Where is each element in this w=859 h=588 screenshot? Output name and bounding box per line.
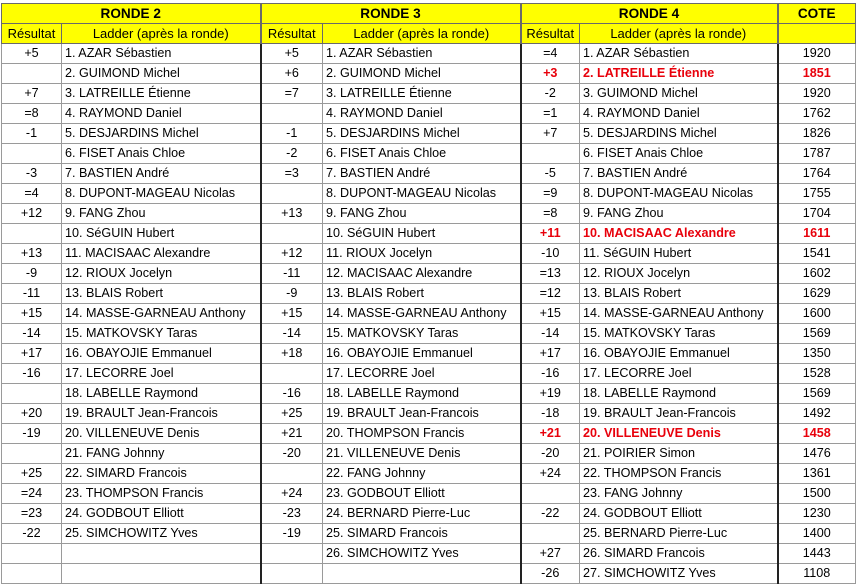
ladder-r4-cell: 1. AZAR Sébastien xyxy=(580,44,778,64)
ladder-r4-cell: 12. RIOUX Jocelyn xyxy=(580,264,778,284)
result-r4-cell: -5 xyxy=(521,164,580,184)
result-r3-cell: +18 xyxy=(261,344,323,364)
ladder-r2-cell: 4. RAYMOND Daniel xyxy=(62,104,261,124)
table-row xyxy=(2,204,856,224)
cote-header: COTE xyxy=(778,4,856,24)
result-r2-cell xyxy=(2,144,62,164)
result-r3-cell: =7 xyxy=(261,84,323,104)
cote-cell: 1528 xyxy=(778,364,856,384)
ladder-r4-cell: 8. DUPONT-MAGEAU Nicolas xyxy=(580,184,778,204)
ladder-r3-cell: 24. BERNARD Pierre-Luc xyxy=(323,504,521,524)
ronde3-header: RONDE 3 xyxy=(261,4,521,24)
ladder-r3-cell: 4. RAYMOND Daniel xyxy=(323,104,521,124)
table-row xyxy=(2,384,856,404)
result-r3-cell xyxy=(261,364,323,384)
table-row xyxy=(2,304,856,324)
cote-cell: 1600 xyxy=(778,304,856,324)
result-r3-cell xyxy=(261,544,323,564)
ladder-r2-cell: 6. FISET Anais Chloe xyxy=(62,144,261,164)
ladder-r2-cell: 3. LATREILLE Étienne xyxy=(62,84,261,104)
table-row xyxy=(2,524,856,544)
result-r2-cell: +5 xyxy=(2,44,62,64)
ladder-r2-cell: 16. OBAYOJIE Emmanuel xyxy=(62,344,261,364)
cote-cell: 1629 xyxy=(778,284,856,304)
result-r4-cell: =9 xyxy=(521,184,580,204)
result-r3-cell: +15 xyxy=(261,304,323,324)
result-r2-cell: +25 xyxy=(2,464,62,484)
result-r3-cell: -20 xyxy=(261,444,323,464)
ladder-r4-cell: 5. DESJARDINS Michel xyxy=(580,124,778,144)
result-r4-cell xyxy=(521,484,580,504)
cote-cell: 1458 xyxy=(778,424,856,444)
result-r4-cell: +17 xyxy=(521,344,580,364)
result-r4-cell: +27 xyxy=(521,544,580,564)
standings-sheet xyxy=(1,3,856,584)
result-r3-cell: +21 xyxy=(261,424,323,444)
table-row xyxy=(2,564,856,584)
result-r4-cell: -26 xyxy=(521,564,580,584)
ladder-r4-cell: 24. GODBOUT Elliott xyxy=(580,504,778,524)
ladder-r4-cell: 13. BLAIS Robert xyxy=(580,284,778,304)
table-row xyxy=(2,484,856,504)
cote-cell: 1230 xyxy=(778,504,856,524)
ladder-r3-cell: 17. LECORRE Joel xyxy=(323,364,521,384)
ladder-r4-cell: 7. BASTIEN André xyxy=(580,164,778,184)
ladder-r4-cell: 23. FANG Johnny xyxy=(580,484,778,504)
ladder-r2-cell: 24. GODBOUT Elliott xyxy=(62,504,261,524)
result-r2-cell: =8 xyxy=(2,104,62,124)
ladder-r3-cell: 20. THOMPSON Francis xyxy=(323,424,521,444)
table-row xyxy=(2,164,856,184)
result-r2-cell xyxy=(2,564,62,584)
cote-cell: 1920 xyxy=(778,84,856,104)
cote-cell: 1492 xyxy=(778,404,856,424)
ladder-r3-cell: 13. BLAIS Robert xyxy=(323,284,521,304)
standings-body xyxy=(2,44,856,584)
resultat-header-r2: Résultat xyxy=(2,24,62,44)
table-row xyxy=(2,364,856,384)
cote-cell: 1920 xyxy=(778,44,856,64)
result-r2-cell xyxy=(2,64,62,84)
result-r2-cell: -22 xyxy=(2,524,62,544)
result-r3-cell xyxy=(261,224,323,244)
cote-cell: 1764 xyxy=(778,164,856,184)
cote-cell: 1787 xyxy=(778,144,856,164)
table-row xyxy=(2,184,856,204)
result-r2-cell: +7 xyxy=(2,84,62,104)
result-r4-cell: +24 xyxy=(521,464,580,484)
result-r2-cell: -14 xyxy=(2,324,62,344)
table-row xyxy=(2,124,856,144)
table-row xyxy=(2,84,856,104)
cote-cell: 1602 xyxy=(778,264,856,284)
ladder-r4-cell: 4. RAYMOND Daniel xyxy=(580,104,778,124)
result-r2-cell: -19 xyxy=(2,424,62,444)
ladder-header-r3: Ladder (après la ronde) xyxy=(323,24,521,44)
table-row xyxy=(2,64,856,84)
ladder-r3-cell: 19. BRAULT Jean-Francois xyxy=(323,404,521,424)
result-r2-cell xyxy=(2,224,62,244)
ladder-r2-cell: 20. VILLENEUVE Denis xyxy=(62,424,261,444)
result-r3-cell: -23 xyxy=(261,504,323,524)
ladder-r2-cell: 11. MACISAAC Alexandre xyxy=(62,244,261,264)
result-r3-cell: -19 xyxy=(261,524,323,544)
table-row xyxy=(2,224,856,244)
cote-cell: 1476 xyxy=(778,444,856,464)
ladder-r4-cell: 26. SIMARD Francois xyxy=(580,544,778,564)
ladder-r3-cell: 25. SIMARD Francois xyxy=(323,524,521,544)
cote-cell: 1704 xyxy=(778,204,856,224)
ladder-r2-cell: 10. SéGUIN Hubert xyxy=(62,224,261,244)
result-r3-cell: +5 xyxy=(261,44,323,64)
ladder-r2-cell: 1. AZAR Sébastien xyxy=(62,44,261,64)
ladder-r2-cell: 2. GUIMOND Michel xyxy=(62,64,261,84)
table-row xyxy=(2,144,856,164)
ladder-r4-cell: 10. MACISAAC Alexandre xyxy=(580,224,778,244)
result-r4-cell: =12 xyxy=(521,284,580,304)
ladder-r4-cell: 19. BRAULT Jean-Francois xyxy=(580,404,778,424)
result-r4-cell: +15 xyxy=(521,304,580,324)
result-r4-cell: -20 xyxy=(521,444,580,464)
result-r4-cell: +11 xyxy=(521,224,580,244)
ladder-r3-cell: 26. SIMCHOWITZ Yves xyxy=(323,544,521,564)
ladder-r2-cell: 23. THOMPSON Francis xyxy=(62,484,261,504)
cote-cell: 1762 xyxy=(778,104,856,124)
result-r2-cell: +20 xyxy=(2,404,62,424)
ladder-r3-cell: 16. OBAYOJIE Emmanuel xyxy=(323,344,521,364)
result-r3-cell: -11 xyxy=(261,264,323,284)
ladder-r2-cell: 12. RIOUX Jocelyn xyxy=(62,264,261,284)
ladder-header-r4: Ladder (après la ronde) xyxy=(580,24,778,44)
ladder-r4-cell: 14. MASSE-GARNEAU Anthony xyxy=(580,304,778,324)
ladder-r3-cell xyxy=(323,564,521,584)
ladder-r3-cell: 14. MASSE-GARNEAU Anthony xyxy=(323,304,521,324)
ladder-r4-cell: 2. LATREILLE Étienne xyxy=(580,64,778,84)
result-r2-cell: +17 xyxy=(2,344,62,364)
table-row xyxy=(2,284,856,304)
ladder-r3-cell: 2. GUIMOND Michel xyxy=(323,64,521,84)
table-row xyxy=(2,544,856,564)
ladder-r2-cell: 9. FANG Zhou xyxy=(62,204,261,224)
result-r4-cell: +7 xyxy=(521,124,580,144)
result-r4-cell: -18 xyxy=(521,404,580,424)
ladder-r3-cell: 7. BASTIEN André xyxy=(323,164,521,184)
ladder-r2-cell: 8. DUPONT-MAGEAU Nicolas xyxy=(62,184,261,204)
table-row xyxy=(2,264,856,284)
table-row xyxy=(2,444,856,464)
resultat-header-r3: Résultat xyxy=(261,24,323,44)
cote-cell: 1400 xyxy=(778,524,856,544)
ladder-r3-cell: 12. MACISAAC Alexandre xyxy=(323,264,521,284)
cote-cell: 1108 xyxy=(778,564,856,584)
ladder-r4-cell: 18. LABELLE Raymond xyxy=(580,384,778,404)
ladder-r2-cell: 13. BLAIS Robert xyxy=(62,284,261,304)
result-r3-cell xyxy=(261,104,323,124)
ladder-r2-cell: 22. SIMARD Francois xyxy=(62,464,261,484)
result-r2-cell: -16 xyxy=(2,364,62,384)
result-r2-cell xyxy=(2,384,62,404)
result-r3-cell: -16 xyxy=(261,384,323,404)
result-r3-cell xyxy=(261,564,323,584)
table-row xyxy=(2,404,856,424)
result-r4-cell: +3 xyxy=(521,64,580,84)
result-r4-cell: -22 xyxy=(521,504,580,524)
result-r4-cell: =1 xyxy=(521,104,580,124)
ladder-r4-cell: 22. THOMPSON Francis xyxy=(580,464,778,484)
table-row xyxy=(2,504,856,524)
result-r2-cell: +13 xyxy=(2,244,62,264)
ladder-r4-cell: 15. MATKOVSKY Taras xyxy=(580,324,778,344)
cote-subheader xyxy=(778,24,856,44)
cote-cell: 1569 xyxy=(778,384,856,404)
ladder-r2-cell xyxy=(62,564,261,584)
ladder-r4-cell: 9. FANG Zhou xyxy=(580,204,778,224)
ladder-r4-cell: 25. BERNARD Pierre-Luc xyxy=(580,524,778,544)
result-r2-cell: -11 xyxy=(2,284,62,304)
result-r2-cell: -1 xyxy=(2,124,62,144)
result-r4-cell: =8 xyxy=(521,204,580,224)
table-row xyxy=(2,464,856,484)
result-r4-cell: -2 xyxy=(521,84,580,104)
ladder-r4-cell: 20. VILLENEUVE Denis xyxy=(580,424,778,444)
ladder-r2-cell: 19. BRAULT Jean-Francois xyxy=(62,404,261,424)
cote-cell: 1541 xyxy=(778,244,856,264)
round-header-row xyxy=(2,4,856,24)
result-r3-cell: +6 xyxy=(261,64,323,84)
ladder-r3-cell: 6. FISET Anais Chloe xyxy=(323,144,521,164)
result-r3-cell: +13 xyxy=(261,204,323,224)
resultat-header-r4: Résultat xyxy=(521,24,580,44)
result-r4-cell: -16 xyxy=(521,364,580,384)
table-row xyxy=(2,344,856,364)
result-r4-cell: -14 xyxy=(521,324,580,344)
table-row xyxy=(2,244,856,264)
cote-cell: 1350 xyxy=(778,344,856,364)
result-r3-cell: -9 xyxy=(261,284,323,304)
result-r4-cell: =13 xyxy=(521,264,580,284)
result-r4-cell: -10 xyxy=(521,244,580,264)
result-r2-cell: +12 xyxy=(2,204,62,224)
table-row xyxy=(2,424,856,444)
ladder-r4-cell: 16. OBAYOJIE Emmanuel xyxy=(580,344,778,364)
cote-cell: 1755 xyxy=(778,184,856,204)
result-r3-cell xyxy=(261,184,323,204)
ladder-r2-cell: 25. SIMCHOWITZ Yves xyxy=(62,524,261,544)
result-r2-cell: =23 xyxy=(2,504,62,524)
ladder-r3-cell: 11. RIOUX Jocelyn xyxy=(323,244,521,264)
result-r2-cell: =24 xyxy=(2,484,62,504)
result-r4-cell: =4 xyxy=(521,44,580,64)
cote-cell: 1611 xyxy=(778,224,856,244)
ladder-r4-cell: 3. GUIMOND Michel xyxy=(580,84,778,104)
ladder-r2-cell xyxy=(62,544,261,564)
ladder-r2-cell: 17. LECORRE Joel xyxy=(62,364,261,384)
ladder-r2-cell: 21. FANG Johnny xyxy=(62,444,261,464)
result-r4-cell: +19 xyxy=(521,384,580,404)
ladder-r3-cell: 3. LATREILLE Étienne xyxy=(323,84,521,104)
result-r2-cell xyxy=(2,444,62,464)
result-r2-cell xyxy=(2,544,62,564)
ladder-r4-cell: 11. SéGUIN Hubert xyxy=(580,244,778,264)
ladder-r3-cell: 18. LABELLE Raymond xyxy=(323,384,521,404)
result-r3-cell: +25 xyxy=(261,404,323,424)
result-r4-cell xyxy=(521,144,580,164)
result-r2-cell: -3 xyxy=(2,164,62,184)
ladder-r2-cell: 18. LABELLE Raymond xyxy=(62,384,261,404)
ladder-r3-cell: 8. DUPONT-MAGEAU Nicolas xyxy=(323,184,521,204)
ladder-r3-cell: 15. MATKOVSKY Taras xyxy=(323,324,521,344)
ladder-r3-cell: 5. DESJARDINS Michel xyxy=(323,124,521,144)
table-row xyxy=(2,104,856,124)
result-r2-cell: +15 xyxy=(2,304,62,324)
cote-cell: 1500 xyxy=(778,484,856,504)
result-r3-cell: +12 xyxy=(261,244,323,264)
ladder-r3-cell: 23. GODBOUT Elliott xyxy=(323,484,521,504)
result-r2-cell: -9 xyxy=(2,264,62,284)
ladder-r2-cell: 7. BASTIEN André xyxy=(62,164,261,184)
ladder-r3-cell: 21. VILLENEUVE Denis xyxy=(323,444,521,464)
result-r3-cell: =3 xyxy=(261,164,323,184)
column-header-row xyxy=(2,24,856,44)
ladder-r4-cell: 6. FISET Anais Chloe xyxy=(580,144,778,164)
ladder-r4-cell: 17. LECORRE Joel xyxy=(580,364,778,384)
ladder-r3-cell: 22. FANG Johnny xyxy=(323,464,521,484)
cote-cell: 1443 xyxy=(778,544,856,564)
cote-cell: 1826 xyxy=(778,124,856,144)
result-r3-cell xyxy=(261,464,323,484)
ladder-r4-cell: 21. POIRIER Simon xyxy=(580,444,778,464)
ladder-r2-cell: 15. MATKOVSKY Taras xyxy=(62,324,261,344)
table-row xyxy=(2,324,856,344)
result-r3-cell: -1 xyxy=(261,124,323,144)
ladder-header-r2: Ladder (après la ronde) xyxy=(62,24,261,44)
ladder-r3-cell: 1. AZAR Sébastien xyxy=(323,44,521,64)
table-row xyxy=(2,44,856,64)
cote-cell: 1361 xyxy=(778,464,856,484)
ladder-r2-cell: 5. DESJARDINS Michel xyxy=(62,124,261,144)
result-r4-cell xyxy=(521,524,580,544)
standings-table xyxy=(1,3,856,584)
ladder-r2-cell: 14. MASSE-GARNEAU Anthony xyxy=(62,304,261,324)
ladder-r3-cell: 10. SéGUIN Hubert xyxy=(323,224,521,244)
cote-cell: 1569 xyxy=(778,324,856,344)
ronde4-header: RONDE 4 xyxy=(521,4,778,24)
result-r3-cell: -14 xyxy=(261,324,323,344)
result-r3-cell: +24 xyxy=(261,484,323,504)
ladder-r3-cell: 9. FANG Zhou xyxy=(323,204,521,224)
result-r4-cell: +21 xyxy=(521,424,580,444)
cote-cell: 1851 xyxy=(778,64,856,84)
ladder-r4-cell: 27. SIMCHOWITZ Yves xyxy=(580,564,778,584)
result-r3-cell: -2 xyxy=(261,144,323,164)
ronde2-header: RONDE 2 xyxy=(2,4,261,24)
result-r2-cell: =4 xyxy=(2,184,62,204)
